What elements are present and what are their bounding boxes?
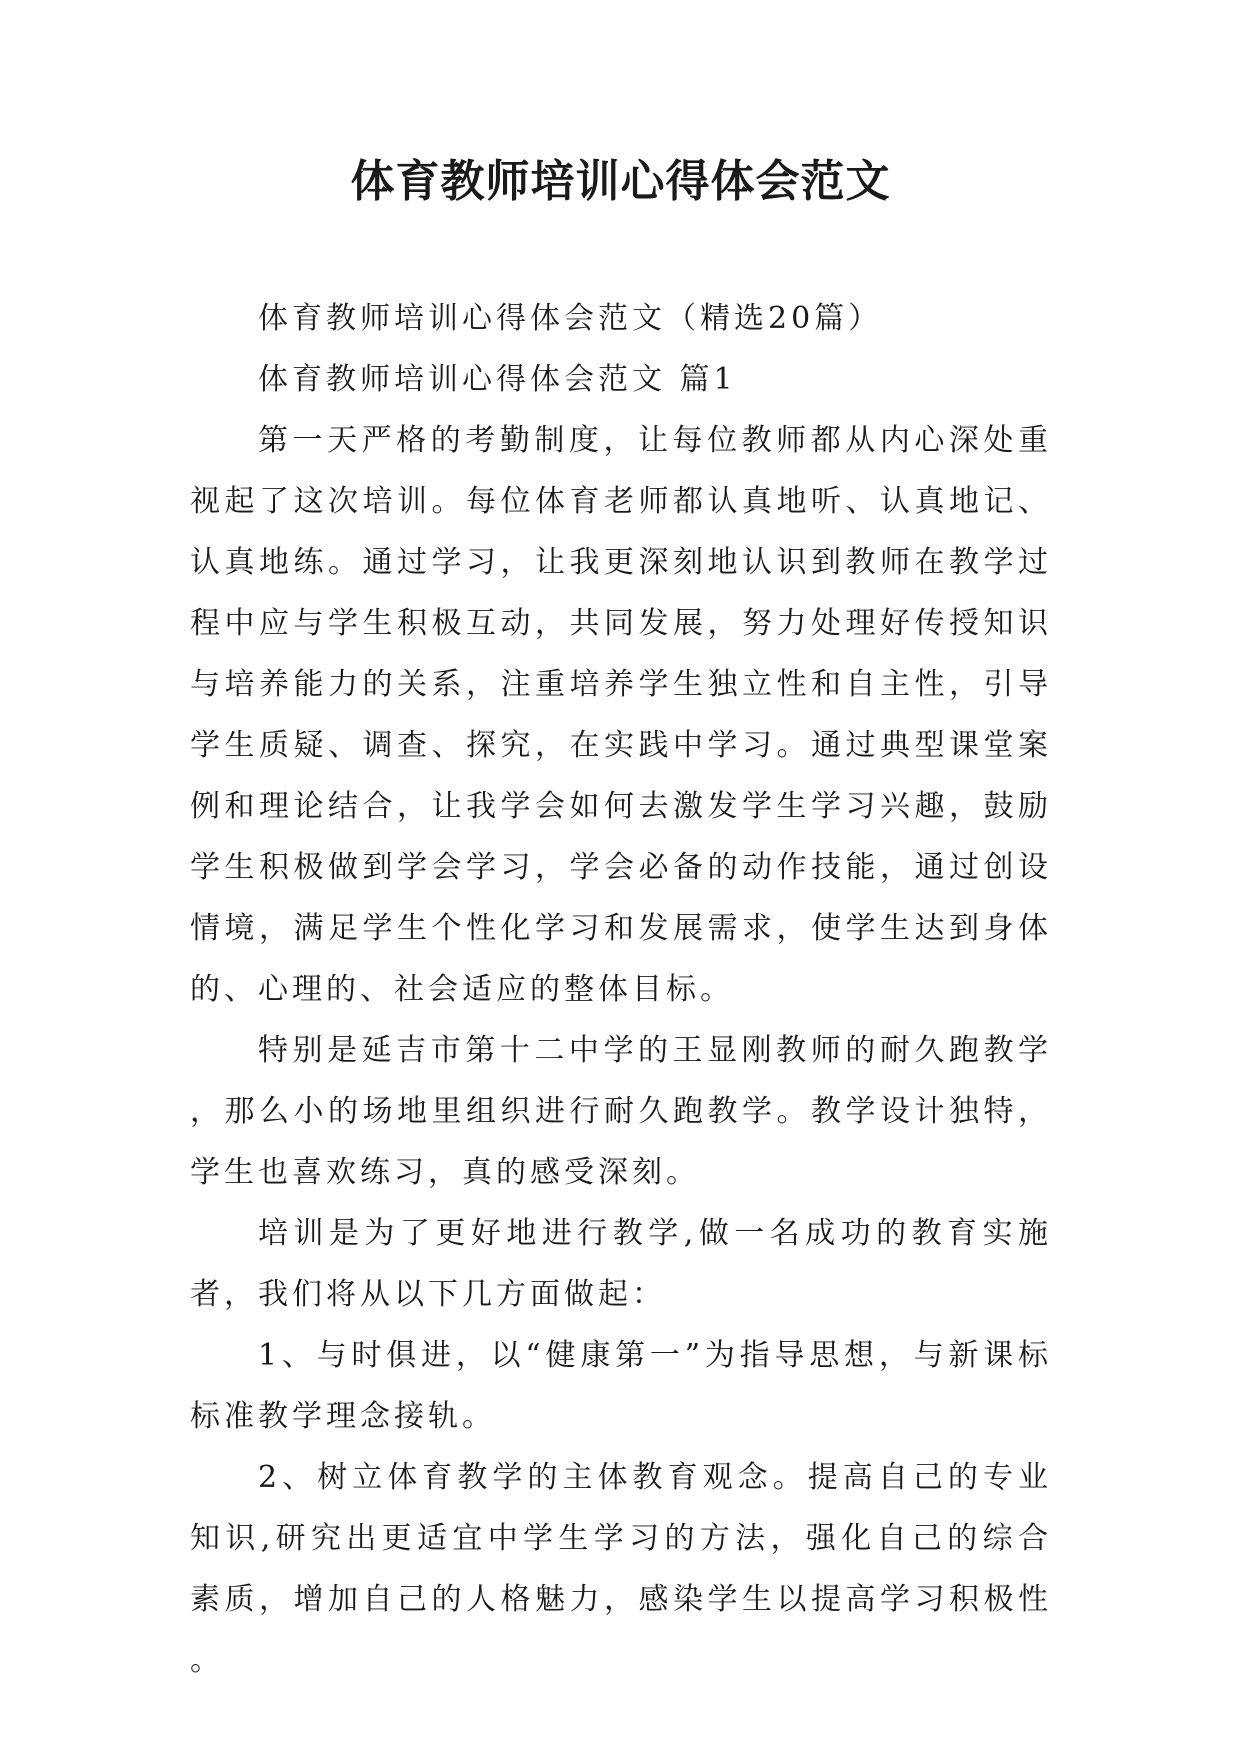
paragraph: 特别是延吉市第十二中学的王显刚教师的耐久跑教学，那么小的场地里组织进行耐久跑教学。教学设计独特，学生也喜欢练习，真的感受深刻。 — [190, 1033, 1052, 1190]
document-title: 体育教师培训心得体会范文 — [350, 156, 891, 207]
paragraph: 1、与时俱进，以“健康第一”为指导思想，与新课标标准教学理念接轨。 — [190, 1338, 1052, 1434]
paragraph: 2、树立体育教学的主体教育观念。提高自己的专业知识,研究出更适宜中学生学习的方法，强化自己的综合素质，增加自己的人格魅力，感染学生以提高学习积极性。 — [190, 1460, 1052, 1678]
paragraph-subtitle: 体育教师培训心得体会范文（精选20篇） — [258, 301, 883, 336]
paragraph: 培训是为了更好地进行教学,做一名成功的教育实施者，我们将从以下几方面做起： — [190, 1216, 1052, 1312]
document-body — [190, 288, 1052, 1691]
paragraph: 第一天严格的考勤制度，让每位教师都从内心深处重视起了这次培训。每位体育老师都认真地听、认真地记、认真地练。通过学习，让我更深刻地认识到教师在教学过程中应与学生积极互动，共同发展，努力处理好传授知识与培养能力的关系，注重培养学生独立性和自主性，引导学生质疑、调查、探究，在实践中学习。通过典型课堂案例和理论结合，让我学会如何去激发学生学习兴趣，鼓励学生积极做到学会学习，学会必备的动作技能，通过创设情境，满足学生个性化学习和发展需求，使学生达到身体的、心理的、社会适应的整体目标。 — [190, 423, 1052, 1007]
paragraph-section-heading: 体育教师培训心得体会范文 篇1 — [258, 362, 737, 397]
